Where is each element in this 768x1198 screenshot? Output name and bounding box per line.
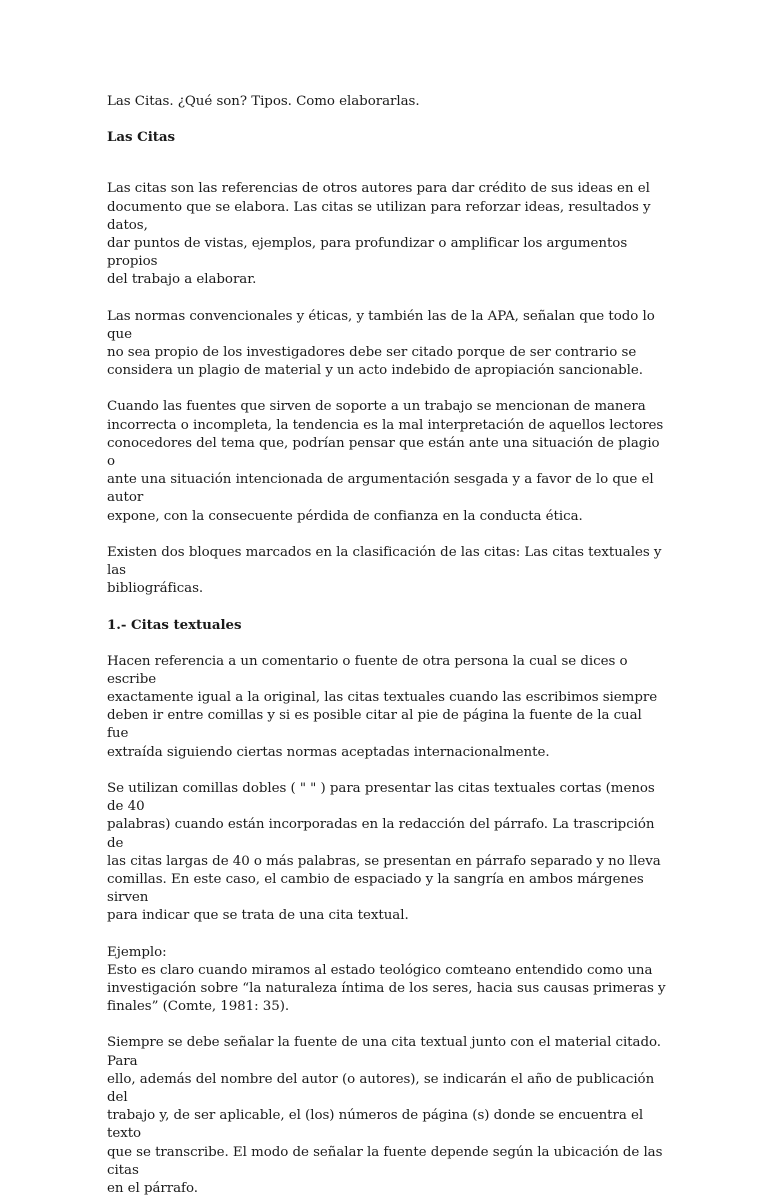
example-block <box>107 944 667 1017</box>
paragraph-sources: Cuando las fuentes que sirven de soporte a un trabajo se mencionan de manera incorrecta o incompleta, la tendencia es la mal interpretación de aquellos lectores conocedores del tema que, podrían pensar que están ante una situación de plagio o ante una situación intencionada de argumentación sesgada y a favor de lo que el autor expone, con la consecuente pérdida de confianza en la conducta ética. <box>107 399 664 524</box>
paragraph-source-indication: Siempre se debe señalar la fuente de una cita textual junto con el material citado. Para ello, además del nombre del autor (o autores), se indicarán el año de publicación del trabajo y, de ser aplicable, el (los) números de página (s) donde se encuentra el texto que se transcribe. El modo de señalar la fuente depende según la ubicación de las citas en el párrafo. <box>107 1035 663 1196</box>
paragraph-classification: Existen dos bloques marcados en la clasificación de las citas: Las citas textuales y las bibliográficas. <box>107 544 662 597</box>
paragraph-definition: Las citas son las referencias de otros autores para dar crédito de sus ideas en el documento que se elabora. Las citas se utilizan para reforzar ideas, resultados y datos, dar puntos de vistas, ejemplos, para profundizar o amplificar los argumentos propios del trabajo a elaborar. <box>107 181 651 288</box>
document-title: Las Citas. ¿Qué son? Tipos. Como elaborarlas. <box>107 94 420 109</box>
example-text: Esto es claro cuando miramos al estado teológico comteano entendido como una investigación sobre “la naturaleza íntima de los seres, hacia sus causas primeras y finales” (Comte, 1981: 35). <box>107 962 666 1015</box>
paragraph-textual-definition: Hacen referencia a un comentario o fuente de otra persona la cual se dices o escribe exactamente igual a la original, las citas textuales cuando las escribimos siempre deben ir entre comillas y si es posible citar al pie de página la fuente de la cual fue extraída siguiendo ciertas normas aceptadas internacionalmente. <box>107 653 658 760</box>
section-heading-citas-textuales: 1.- Citas textuales <box>107 617 242 634</box>
section-heading-las-citas: Las Citas <box>107 129 175 146</box>
example-label: Ejemplo: <box>107 944 167 960</box>
document-page <box>107 93 667 1198</box>
paragraph-norms: Las normas convencionales y éticas, y también las de la APA, señalan que todo lo que no sea propio de los investigadores debe ser citado porque de ser contrario se considera un plagio de material y un acto indebido de apropiación sancionable. <box>107 308 655 379</box>
paragraph-quotation-marks: Se utilizan comillas dobles ( " " ) para presentar las citas textuales cortas (menos de 40 palabras) cuando están incorporadas en la redacción del párrafo. La trascripción de las citas largas de 40 o más palabras, se presentan en párrafo separado y no lleva comillas. En este caso, el cambio de espaciado y la sangría en ambos márgenes sirven para indicar que se trata de una cita textual. <box>107 780 661 924</box>
